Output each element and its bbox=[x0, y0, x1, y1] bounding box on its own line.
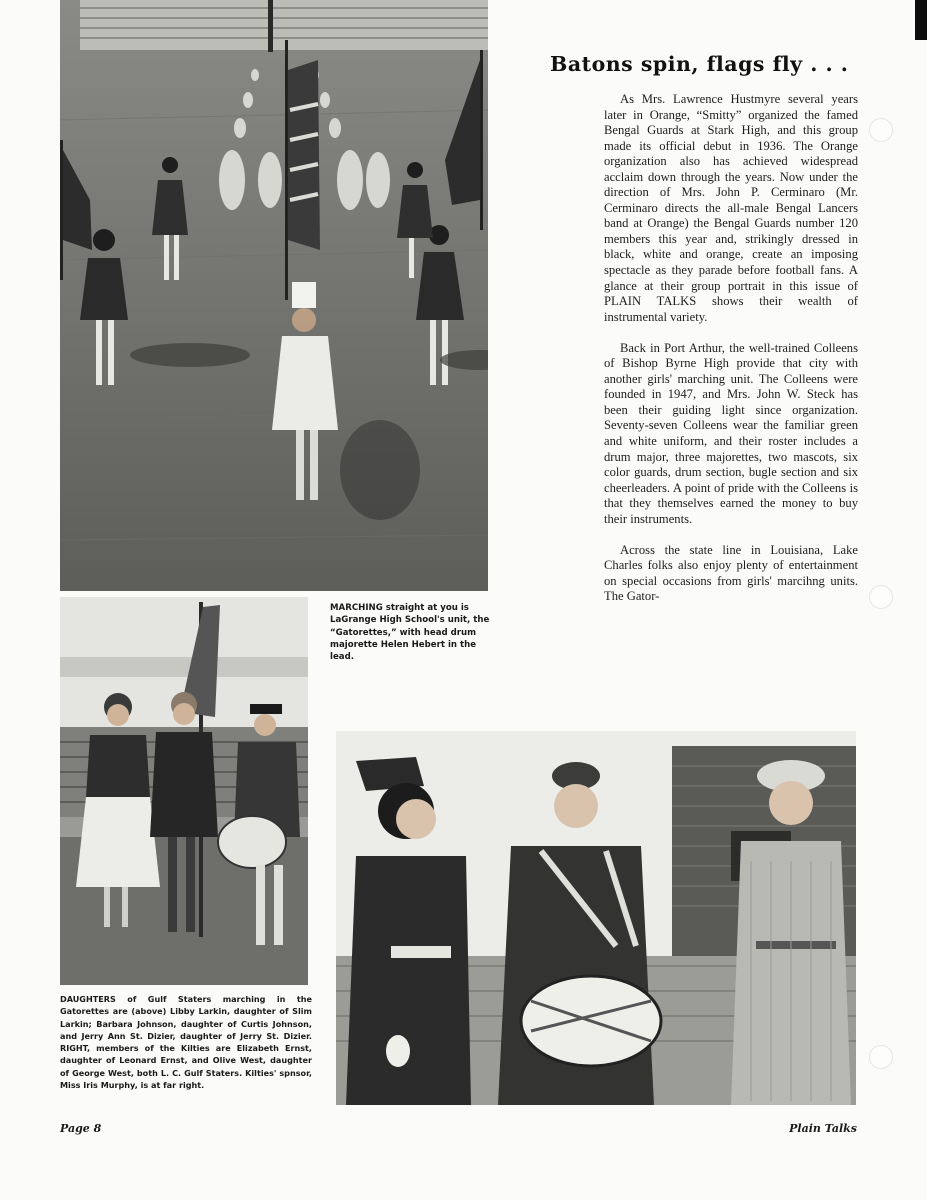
page-edge bbox=[915, 0, 927, 40]
marching-photo bbox=[60, 0, 488, 591]
publication-title: Plain Talks bbox=[789, 1122, 857, 1135]
body-paragraph: Across the state line in Louisiana, Lake Charles folks also enjoy plenty of entertainment on special occasions from girls' marcihng units. The Gator- bbox=[604, 542, 858, 604]
punch-hole bbox=[869, 585, 893, 609]
article-headline: Batons spin, flags fly . . . bbox=[550, 52, 849, 76]
kilties-photo bbox=[336, 731, 856, 1105]
punch-hole bbox=[869, 118, 893, 142]
article-body bbox=[604, 92, 858, 620]
caption-text: of Gulf Staters marching in the Gatorettes are (above) Libby Larkin, daughter of Slim Larkin; Barbara Johnson, daughter of Curtis Johnson, and Jerry Ann St. Dizier, daughter of Jerry St. Dizier. RIGHT, members of the Kilties are Elizabeth Ernst, daughter of Leonard Ernst, and Olive West, daughter of George West, both L. C. Gulf Staters. Kilties' spnsor, Miss Iris Murphy, is at far right. bbox=[60, 994, 312, 1091]
body-paragraph: As Mrs. Lawrence Hustmyre several years later in Orange, “Smitty” organized the famed Bengal Guards at Stark High, and this group made its official debut in 1936. The Orange organization also has achieved widespread acclaim down through the years. Now under the direction of Mrs. John P. Cerminaro (Mr. Cerminaro directs the all-male Bengal Lancers band at Orange) the Bengal Guards number 120 members this year and, strikingly dressed in black, white and orange, create an imposing spectacle as they parade before football fans. A glance at their group portrait in this issue of PLAIN TALKS shows their wealth of instrumental variety. bbox=[604, 92, 858, 324]
caption-lead: MARCHING bbox=[330, 603, 383, 613]
daughters-caption bbox=[60, 993, 312, 1091]
marching-caption bbox=[330, 602, 500, 663]
punch-hole bbox=[869, 1045, 893, 1069]
body-paragraph: Back in Port Arthur, the well-trained Colleens of Bishop Byrne High provide that city with another girls' marching unit. The Colleens were founded in 1947, and Mrs. John W. Steck has been their guiding light since organization. Seventy-seven Colleens wear the familiar green and white uniform, and their roster includes a drum major, three majorettes, two mascots, six color guards, drum section, bugle section and six cheerleaders. A point of pride with the Colleens is that they themselves earned the money to buy their instruments. bbox=[604, 340, 858, 526]
page-number: Page 8 bbox=[60, 1122, 102, 1135]
caption-text: straight at you is LaGrange High School's unit, the “Gatorettes,” with head drum majorette Helen Hebert in the lead. bbox=[330, 603, 490, 663]
caption-lead: DAUGHTERS bbox=[60, 994, 116, 1004]
daughters-photo bbox=[60, 597, 308, 985]
